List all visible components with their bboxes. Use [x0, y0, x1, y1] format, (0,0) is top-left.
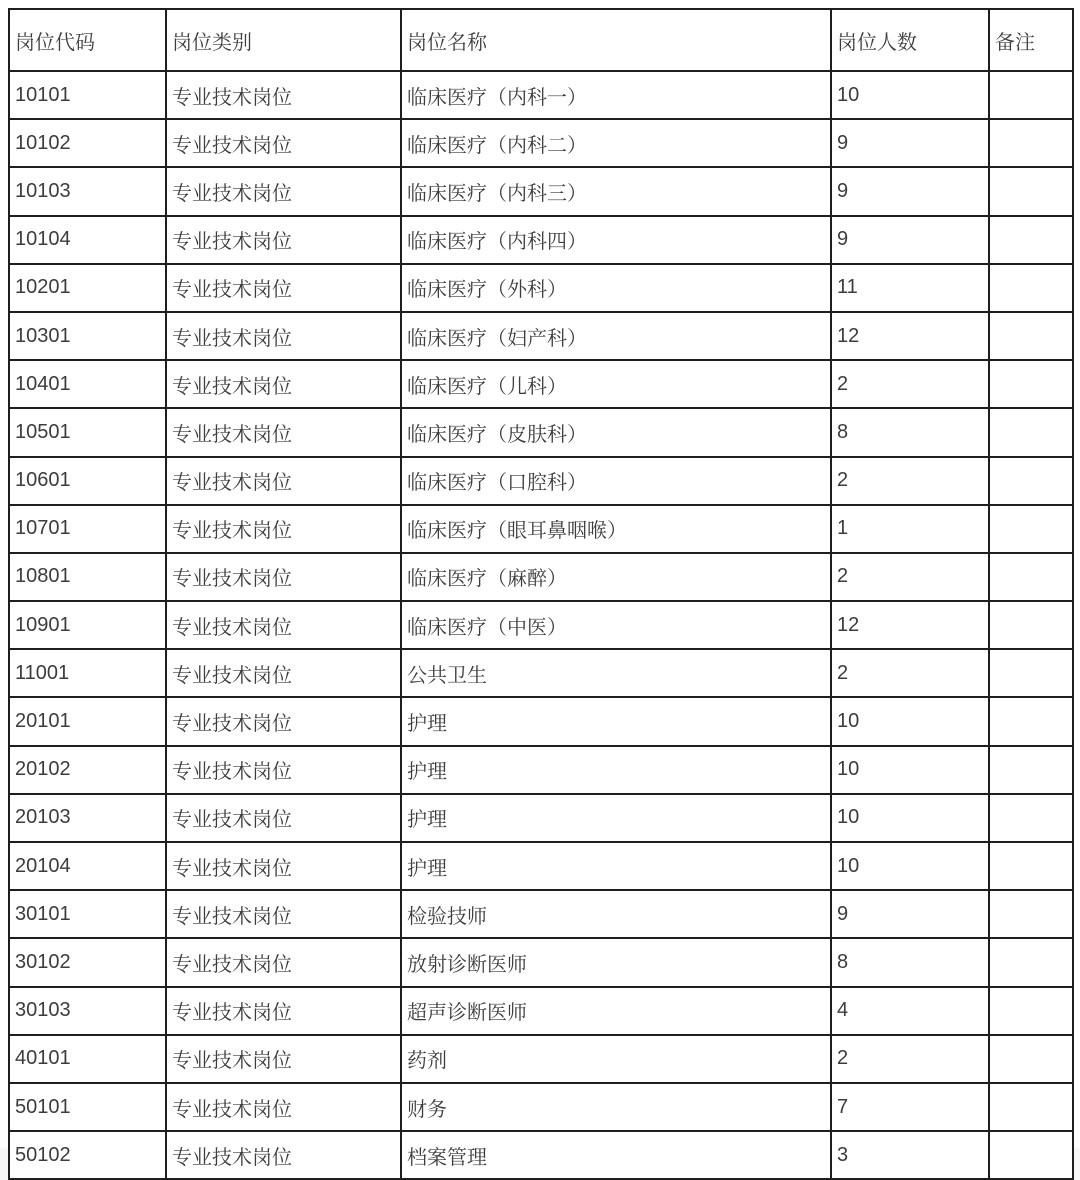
- cell-position-category: 专业技术岗位: [166, 457, 401, 505]
- header-row: [9, 9, 1073, 71]
- table-row: [9, 71, 1073, 119]
- cell-position-code: 10104: [9, 216, 166, 264]
- cell-position-code: 10801: [9, 553, 166, 601]
- table-row: [9, 890, 1073, 938]
- cell-position-code: 30102: [9, 938, 166, 986]
- cell-position-count: 10: [831, 746, 989, 794]
- cell-position-count: 8: [831, 408, 989, 456]
- table-row: [9, 553, 1073, 601]
- cell-position-count: 3: [831, 1131, 989, 1179]
- cell-position-code: 20102: [9, 746, 166, 794]
- cell-position-name: 临床医疗（中医）: [401, 601, 831, 649]
- cell-position-category: 专业技术岗位: [166, 408, 401, 456]
- cell-position-count: 8: [831, 938, 989, 986]
- cell-position-category: 专业技术岗位: [166, 601, 401, 649]
- cell-position-count: 10: [831, 794, 989, 842]
- cell-position-name: 临床医疗（内科二）: [401, 119, 831, 167]
- table-row: [9, 697, 1073, 745]
- cell-remark: [989, 216, 1073, 264]
- cell-position-code: 10701: [9, 505, 166, 553]
- header-position-code: 岗位代码: [9, 9, 166, 71]
- cell-position-name: 财务: [401, 1083, 831, 1131]
- cell-position-name: 档案管理: [401, 1131, 831, 1179]
- table-row: [9, 119, 1073, 167]
- cell-position-code: 10401: [9, 360, 166, 408]
- cell-position-name: 临床医疗（眼耳鼻咽喉）: [401, 505, 831, 553]
- table-row: [9, 794, 1073, 842]
- cell-remark: [989, 553, 1073, 601]
- cell-position-code: 10103: [9, 167, 166, 215]
- cell-position-count: 9: [831, 167, 989, 215]
- cell-remark: [989, 987, 1073, 1035]
- cell-position-count: 10: [831, 842, 989, 890]
- cell-position-count: 9: [831, 890, 989, 938]
- cell-position-name: 公共卫生: [401, 649, 831, 697]
- header-position-name: 岗位名称: [401, 9, 831, 71]
- cell-position-name: 临床医疗（儿科）: [401, 360, 831, 408]
- cell-position-count: 10: [831, 697, 989, 745]
- cell-position-name: 临床医疗（麻醉）: [401, 553, 831, 601]
- cell-position-code: 10102: [9, 119, 166, 167]
- cell-position-category: 专业技术岗位: [166, 649, 401, 697]
- cell-position-code: 10301: [9, 312, 166, 360]
- header-position-count: 岗位人数: [831, 9, 989, 71]
- cell-position-category: 专业技术岗位: [166, 553, 401, 601]
- cell-position-count: 4: [831, 987, 989, 1035]
- cell-position-count: 1: [831, 505, 989, 553]
- cell-remark: [989, 1035, 1073, 1083]
- cell-remark: [989, 1083, 1073, 1131]
- cell-position-count: 10: [831, 71, 989, 119]
- table-row: [9, 264, 1073, 312]
- cell-position-category: 专业技术岗位: [166, 1131, 401, 1179]
- cell-position-category: 专业技术岗位: [166, 505, 401, 553]
- cell-position-code: 20104: [9, 842, 166, 890]
- cell-position-name: 超声诊断医师: [401, 987, 831, 1035]
- cell-position-category: 专业技术岗位: [166, 264, 401, 312]
- cell-remark: [989, 649, 1073, 697]
- header-remark: 备注: [989, 9, 1073, 71]
- cell-position-count: 11: [831, 264, 989, 312]
- cell-position-code: 10901: [9, 601, 166, 649]
- cell-position-name: 临床医疗（内科四）: [401, 216, 831, 264]
- cell-position-code: 10101: [9, 71, 166, 119]
- table-row: [9, 842, 1073, 890]
- cell-position-name: 护理: [401, 746, 831, 794]
- cell-remark: [989, 746, 1073, 794]
- table-row: [9, 1131, 1073, 1179]
- table-row: [9, 457, 1073, 505]
- table-row: [9, 216, 1073, 264]
- cell-position-count: 2: [831, 457, 989, 505]
- cell-position-category: 专业技术岗位: [166, 360, 401, 408]
- cell-position-code: 20101: [9, 697, 166, 745]
- cell-position-code: 10201: [9, 264, 166, 312]
- table-row: [9, 167, 1073, 215]
- table-row: [9, 746, 1073, 794]
- cell-position-name: 临床医疗（皮肤科）: [401, 408, 831, 456]
- cell-remark: [989, 938, 1073, 986]
- cell-remark: [989, 890, 1073, 938]
- cell-remark: [989, 71, 1073, 119]
- cell-position-code: 20103: [9, 794, 166, 842]
- cell-position-code: 30103: [9, 987, 166, 1035]
- cell-position-name: 药剂: [401, 1035, 831, 1083]
- table-row: [9, 649, 1073, 697]
- cell-position-code: 50102: [9, 1131, 166, 1179]
- cell-position-category: 专业技术岗位: [166, 890, 401, 938]
- cell-remark: [989, 1131, 1073, 1179]
- table-row: [9, 601, 1073, 649]
- cell-position-code: 10601: [9, 457, 166, 505]
- cell-remark: [989, 408, 1073, 456]
- table-row: [9, 1035, 1073, 1083]
- cell-position-code: 10501: [9, 408, 166, 456]
- cell-position-category: 专业技术岗位: [166, 312, 401, 360]
- cell-position-category: 专业技术岗位: [166, 794, 401, 842]
- cell-position-count: 12: [831, 312, 989, 360]
- cell-position-name: 护理: [401, 842, 831, 890]
- cell-position-name: 临床医疗（妇产科）: [401, 312, 831, 360]
- cell-remark: [989, 505, 1073, 553]
- cell-position-name: 护理: [401, 794, 831, 842]
- cell-remark: [989, 167, 1073, 215]
- cell-position-code: 50101: [9, 1083, 166, 1131]
- job-positions-table: [8, 8, 1074, 1180]
- cell-position-category: 专业技术岗位: [166, 938, 401, 986]
- cell-remark: [989, 601, 1073, 649]
- cell-position-count: 9: [831, 119, 989, 167]
- cell-position-name: 临床医疗（内科一）: [401, 71, 831, 119]
- cell-position-count: 7: [831, 1083, 989, 1131]
- header-position-category: 岗位类别: [166, 9, 401, 71]
- table-header: [9, 9, 1073, 71]
- cell-position-category: 专业技术岗位: [166, 987, 401, 1035]
- cell-position-name: 临床医疗（外科）: [401, 264, 831, 312]
- cell-remark: [989, 842, 1073, 890]
- cell-position-category: 专业技术岗位: [166, 1083, 401, 1131]
- cell-position-count: 2: [831, 553, 989, 601]
- cell-position-category: 专业技术岗位: [166, 71, 401, 119]
- cell-position-category: 专业技术岗位: [166, 216, 401, 264]
- cell-position-name: 检验技师: [401, 890, 831, 938]
- table-row: [9, 987, 1073, 1035]
- cell-remark: [989, 360, 1073, 408]
- cell-position-count: 12: [831, 601, 989, 649]
- cell-position-category: 专业技术岗位: [166, 119, 401, 167]
- cell-position-code: 40101: [9, 1035, 166, 1083]
- cell-remark: [989, 457, 1073, 505]
- cell-position-category: 专业技术岗位: [166, 842, 401, 890]
- cell-remark: [989, 119, 1073, 167]
- table-body: [9, 71, 1073, 1179]
- cell-position-category: 专业技术岗位: [166, 746, 401, 794]
- cell-position-count: 2: [831, 1035, 989, 1083]
- cell-position-name: 放射诊断医师: [401, 938, 831, 986]
- cell-remark: [989, 697, 1073, 745]
- cell-position-name: 临床医疗（口腔科）: [401, 457, 831, 505]
- table-row: [9, 312, 1073, 360]
- cell-remark: [989, 264, 1073, 312]
- cell-remark: [989, 794, 1073, 842]
- cell-position-name: 临床医疗（内科三）: [401, 167, 831, 215]
- cell-position-name: 护理: [401, 697, 831, 745]
- cell-remark: [989, 312, 1073, 360]
- cell-position-category: 专业技术岗位: [166, 697, 401, 745]
- cell-position-category: 专业技术岗位: [166, 1035, 401, 1083]
- table-row: [9, 408, 1073, 456]
- table-row: [9, 360, 1073, 408]
- cell-position-code: 11001: [9, 649, 166, 697]
- table-row: [9, 938, 1073, 986]
- cell-position-category: 专业技术岗位: [166, 167, 401, 215]
- table-row: [9, 505, 1073, 553]
- table-row: [9, 1083, 1073, 1131]
- cell-position-code: 30101: [9, 890, 166, 938]
- cell-position-count: 2: [831, 649, 989, 697]
- cell-position-count: 9: [831, 216, 989, 264]
- cell-position-count: 2: [831, 360, 989, 408]
